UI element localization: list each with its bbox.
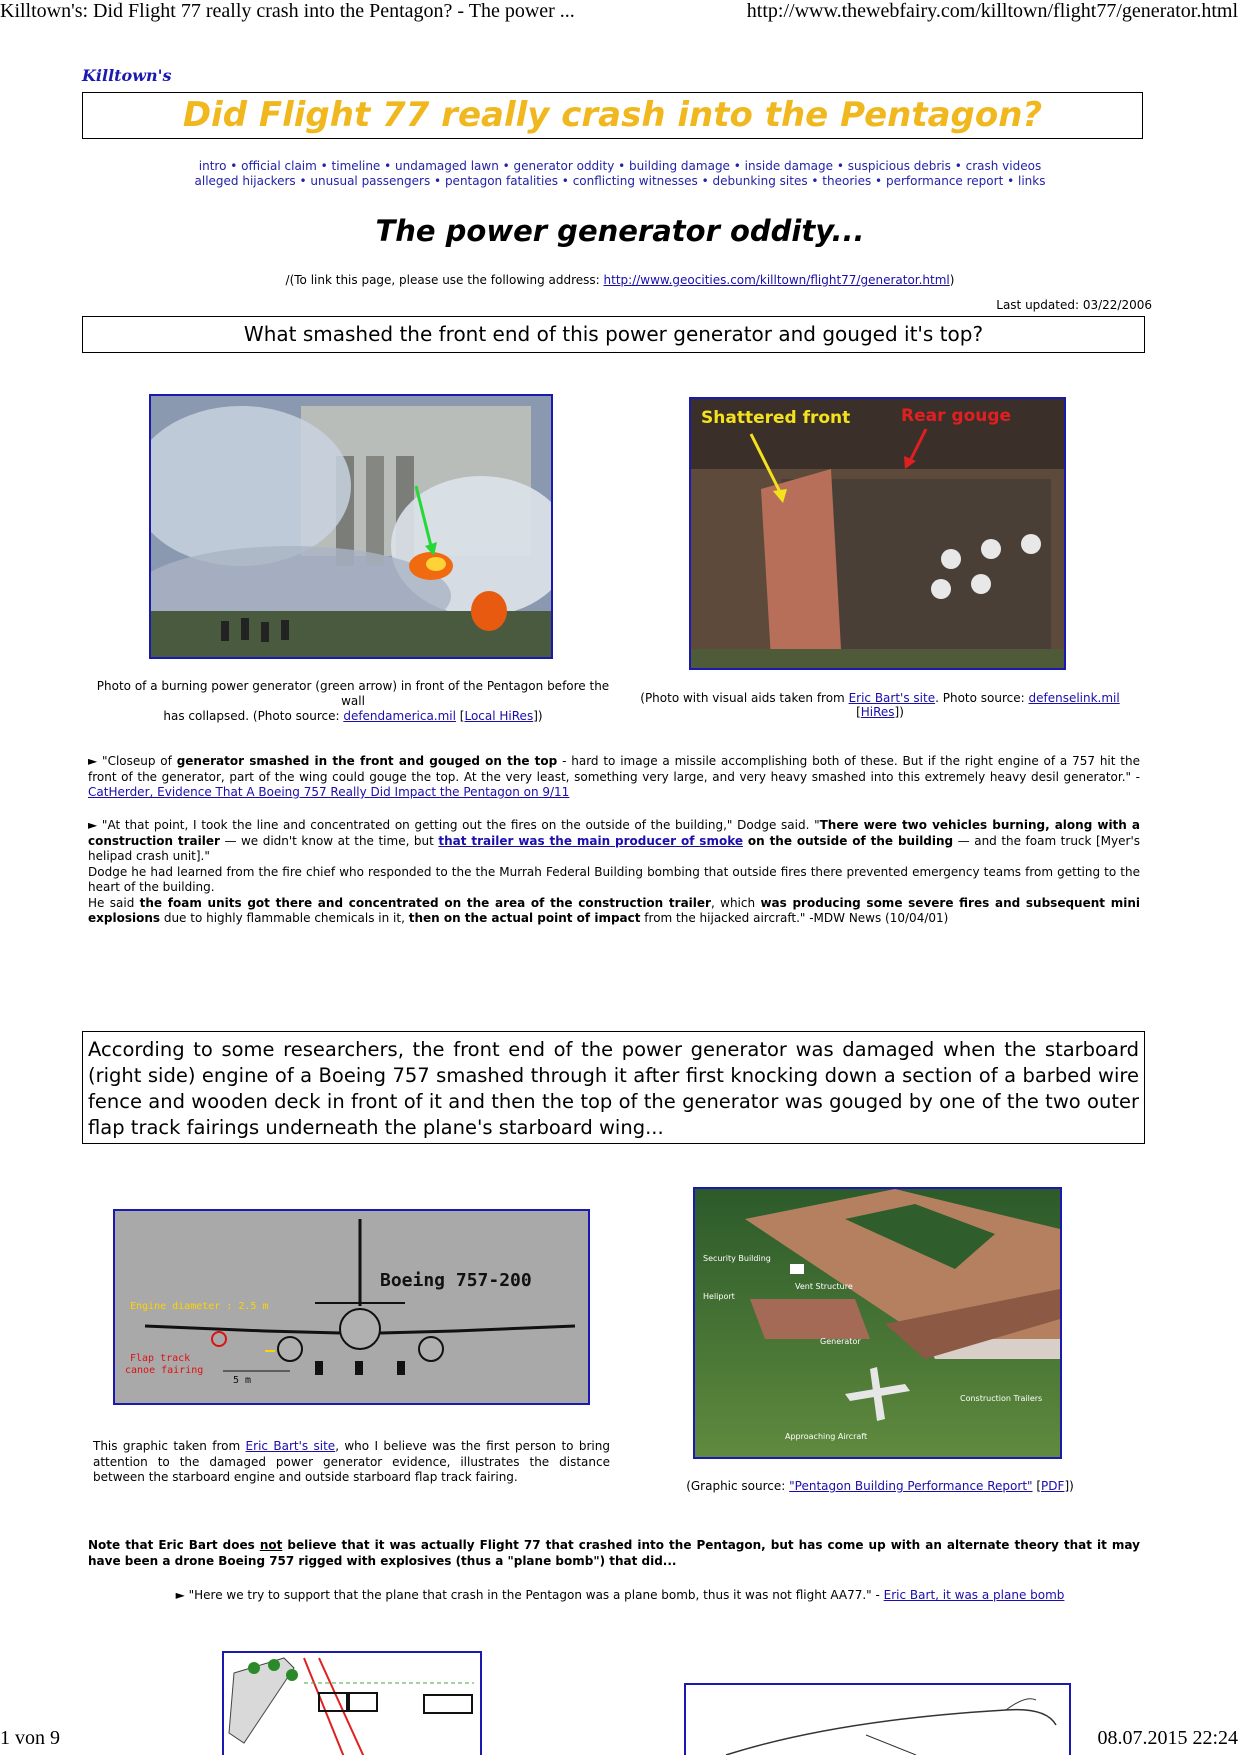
researchers-box [82, 1031, 1145, 1144]
site-brand: Killtown's [82, 66, 172, 85]
link-address-line [0, 273, 1240, 287]
nav-crash-videos[interactable]: crash videos [965, 159, 1042, 173]
boeing-diagram[interactable] [113, 1209, 590, 1405]
print-page-url: http://www.thewebfairy.com/killtown/flight77/generator.html [746, 0, 1238, 22]
pentagon-label-trailers: Construction Trailers [960, 1394, 1043, 1403]
quote3-a: ► "Here we try to support that the plane that crash in the Pentagon was a plane bomb, thus it was not flight AA77." - [175, 1588, 884, 1602]
diagram-flap-label-1: Flap track [130, 1353, 191, 1364]
quote2-c: — we didn't know at the time, but [219, 833, 439, 848]
quote2-p3c: , which [710, 895, 761, 910]
quote1-a: ► "Closeup of [88, 754, 177, 768]
quote2-p3e: due to highly flammable chemicals in it, [160, 911, 409, 925]
boeing-diagram-image [115, 1211, 588, 1403]
question-box [82, 316, 1145, 353]
quote2-bold-1: There were two vehicles burning, along with a construction trailer [88, 818, 1140, 848]
plane-bomb-link[interactable]: Eric Bart, it was a plane bomb [883, 1588, 1065, 1602]
diagram-title: Boeing 757-200 [380, 1270, 532, 1291]
catherder-link[interactable]: CatHerder, Evidence That A Boeing 757 Really Did Impact the Pentagon on 9/11 [88, 785, 570, 799]
nav-inside-damage[interactable]: inside damage [744, 159, 834, 173]
last-updated: Last updated: 03/22/2006 [996, 298, 1152, 312]
pentagon-label-heliport: Heliport [703, 1292, 735, 1301]
nav-conflicting-witnesses[interactable]: conflicting witnesses [572, 174, 698, 188]
pentagon-graphic-caption: (Graphic source: "Pentagon Building Performance Report" [PDF]) [686, 1479, 1074, 1493]
pentagon-graphic-image [695, 1189, 1060, 1457]
page-heading: The power generator oddity... [375, 214, 865, 248]
quote2-p3d: was producing some severe fires and subsequent mini explosions [88, 895, 1140, 925]
quote2-p3b: the foam units got there and concentrated on the area of the construction trailer [139, 895, 711, 910]
pentagon-label-generator: Generator [820, 1337, 861, 1346]
right-photo-caption: (Photo with visual aids taken from Eric Bart's site. Photo source: defenselink.mil [HiRes]) [640, 691, 1120, 719]
label-shattered-front: Shattered front [701, 408, 851, 428]
generator-closeup-photo[interactable] [689, 397, 1066, 670]
link-prefix: /(To link this page, please use the following address: [285, 273, 604, 287]
graphic-caption-b: , who I believe was the first person to bring attention to the damaged power generator evidence, illustrates the distance between the starboard engine and outside starboard flap track fairing. [93, 1439, 610, 1484]
pentagon-label-aircraft: Approaching Aircraft [785, 1432, 868, 1441]
generator-closeup-image [691, 399, 1064, 668]
pentagon-graphic[interactable] [693, 1187, 1062, 1459]
nav-undamaged-lawn[interactable]: undamaged lawn [395, 159, 499, 173]
nav-generator-oddity[interactable]: generator oddity [513, 159, 615, 173]
quote2-e: — and the foam truck [Myer's helipad crash unit]." [88, 833, 1141, 863]
burning-generator-photo[interactable] [149, 394, 553, 659]
quote2-p3f: then on the actual point of impact [408, 911, 641, 925]
defendamerica-link[interactable]: defendamerica.mil [343, 709, 456, 723]
quote2-p3g: from the hijacked aircraft." -MDW News (10/04/01) [640, 911, 949, 925]
burning-generator-image [151, 396, 551, 657]
site-title: Did Flight 77 really crash into the Pentagon? [182, 95, 1043, 135]
left-caption-line2: has collapsed. (Photo source: [163, 709, 344, 723]
quote2-p3a: He said [88, 895, 140, 910]
nav-building-damage[interactable]: building damage [629, 159, 730, 173]
quote2-paragraph-2: Dodge he had learned from the fire chief who responded to the the Murrah Federal Building bombing that outside fires there prevented emergency teams from getting to the heart of the building. [88, 864, 1140, 894]
pentagon-label-vent: Vent Structure [795, 1282, 853, 1291]
quote1-c: - hard to image a missile accomplishing both of these. But if the right engine of a 757 hit the front of the generator, part of the wing could gouge the top. At the very least, something very large, and very heavy smashed into this extremely heavy desil generator." - [88, 754, 1140, 784]
nav-intro[interactable]: intro [198, 159, 227, 173]
eric-bart-site-link-1[interactable]: Eric Bart's site [848, 691, 936, 705]
plane-outline-diagram[interactable] [684, 1683, 1071, 1755]
right-caption-b: . Photo source: [935, 691, 1029, 705]
eric-bart-site-link-2[interactable]: Eric Bart's site [245, 1439, 336, 1453]
crash-path-diagram[interactable] [222, 1651, 482, 1755]
nav-suspicious-debris[interactable]: suspicious debris [847, 159, 951, 173]
defenselink-link[interactable]: defenselink.mil [1028, 691, 1120, 705]
nav-unusual-passengers[interactable]: unusual passengers [310, 174, 431, 188]
researchers-text: According to some researchers, the front end of the power generator was damaged when the starboard (right side) engine of a Boeing 757 smashed through it after first knocking down a section of a barbed wire fence and wooden deck in front of it and then the top of the generator was gouged by one of the two outer flap track fairings underneath the plane's starboard wing... [88, 1038, 1139, 1139]
quote1-bold: generator smashed in the front and gouged on the top [176, 754, 558, 768]
pdf-link[interactable]: PDF [1041, 1479, 1065, 1493]
question-text: What smashed the front end of this power generator and gouged it's top? [243, 322, 984, 346]
left-caption-line1: Photo of a burning power generator (green arrow) in front of the Pentagon before the wall [96, 679, 610, 708]
eric-bart-note [88, 1538, 1140, 1569]
crash-path-diagram-image [224, 1653, 480, 1755]
catherder-quote [88, 754, 1140, 801]
note-not: not [259, 1538, 283, 1552]
nav-links[interactable]: links [1018, 174, 1046, 188]
quote2-a: ► "At that point, I took the line and concentrated on getting out the fires on the outside of the building," Dodge said. " [88, 818, 820, 832]
nav-pentagon-fatalities[interactable]: pentagon fatalities [444, 174, 558, 188]
right-caption-a: (Photo with visual aids taken from [640, 691, 849, 705]
print-page-count: 1 von 9 [0, 1727, 60, 1749]
print-page-title: Killtown's: Did Flight 77 really crash into the Pentagon? - The power ... [0, 0, 575, 22]
performance-report-link[interactable]: "Pentagon Building Performance Report" [789, 1479, 1033, 1493]
diagram-engine-label: Engine diameter : 2.5 m [130, 1301, 269, 1312]
note-b: believe that it was actually Flight 77 that crashed into the Pentagon, but has come up with an alternate theory that it may have been a drone Boeing 757 rigged with explosives (thus a "plane bomb") that did... [88, 1538, 1140, 1568]
nav-debunking-sites[interactable]: debunking sites [712, 174, 808, 188]
nav-official-claim[interactable]: official claim [241, 159, 317, 173]
label-rear-gouge: Rear gouge [901, 406, 1012, 426]
pentagon-caption-a: (Graphic source: [686, 1479, 790, 1493]
nav-row-2: alleged hijackers • unusual passengers • pentagon fatalities • conflicting witnesses • debunking sites • theories • performance report • links [194, 174, 1046, 188]
trailer-smoke-link[interactable]: that trailer was the main producer of smoke [438, 833, 743, 848]
pentagon-label-security: Security Building [703, 1254, 771, 1263]
graphic-caption [93, 1439, 610, 1486]
plane-outline-diagram-image [686, 1685, 1069, 1755]
print-datetime: 08.07.2015 22:24 [1097, 1727, 1238, 1749]
local-hires-link[interactable]: Local HiRes [464, 709, 534, 723]
nav-alleged-hijackers[interactable]: alleged hijackers [194, 174, 296, 188]
diagram-flap-label-2: canoe fairing [125, 1365, 204, 1376]
pentagon-caption-b: ) [1069, 1479, 1074, 1493]
dodge-quote [88, 818, 1140, 927]
quote2-bold-2: on the outside of the building [743, 833, 954, 848]
hires-link[interactable]: HiRes [860, 705, 895, 719]
site-title-box [82, 92, 1143, 139]
page-address-link[interactable]: http://www.geocities.com/killtown/flight77/generator.html [603, 273, 950, 287]
plane-bomb-quote [0, 1588, 1240, 1602]
nav-timeline[interactable]: timeline [331, 159, 381, 173]
graphic-caption-a: This graphic taken from [93, 1439, 246, 1453]
nav-theories[interactable]: theories [822, 174, 872, 188]
diagram-distance: 5 m [233, 1375, 252, 1386]
nav-performance-report[interactable]: performance report [885, 174, 1004, 188]
link-suffix: ) [949, 273, 955, 287]
nav-row-1: intro • official claim • timeline • undamaged lawn • generator oddity • building damage • inside damage • suspicious debris • crash videos [198, 159, 1042, 173]
note-a: Note that Eric Bart does [88, 1538, 260, 1552]
left-photo-caption: Photo of a burning power generator (green arrow) in front of the Pentagon before the wall has collapsed. (Photo source: defendamerica.mil [Local HiRes]) [88, 679, 618, 724]
